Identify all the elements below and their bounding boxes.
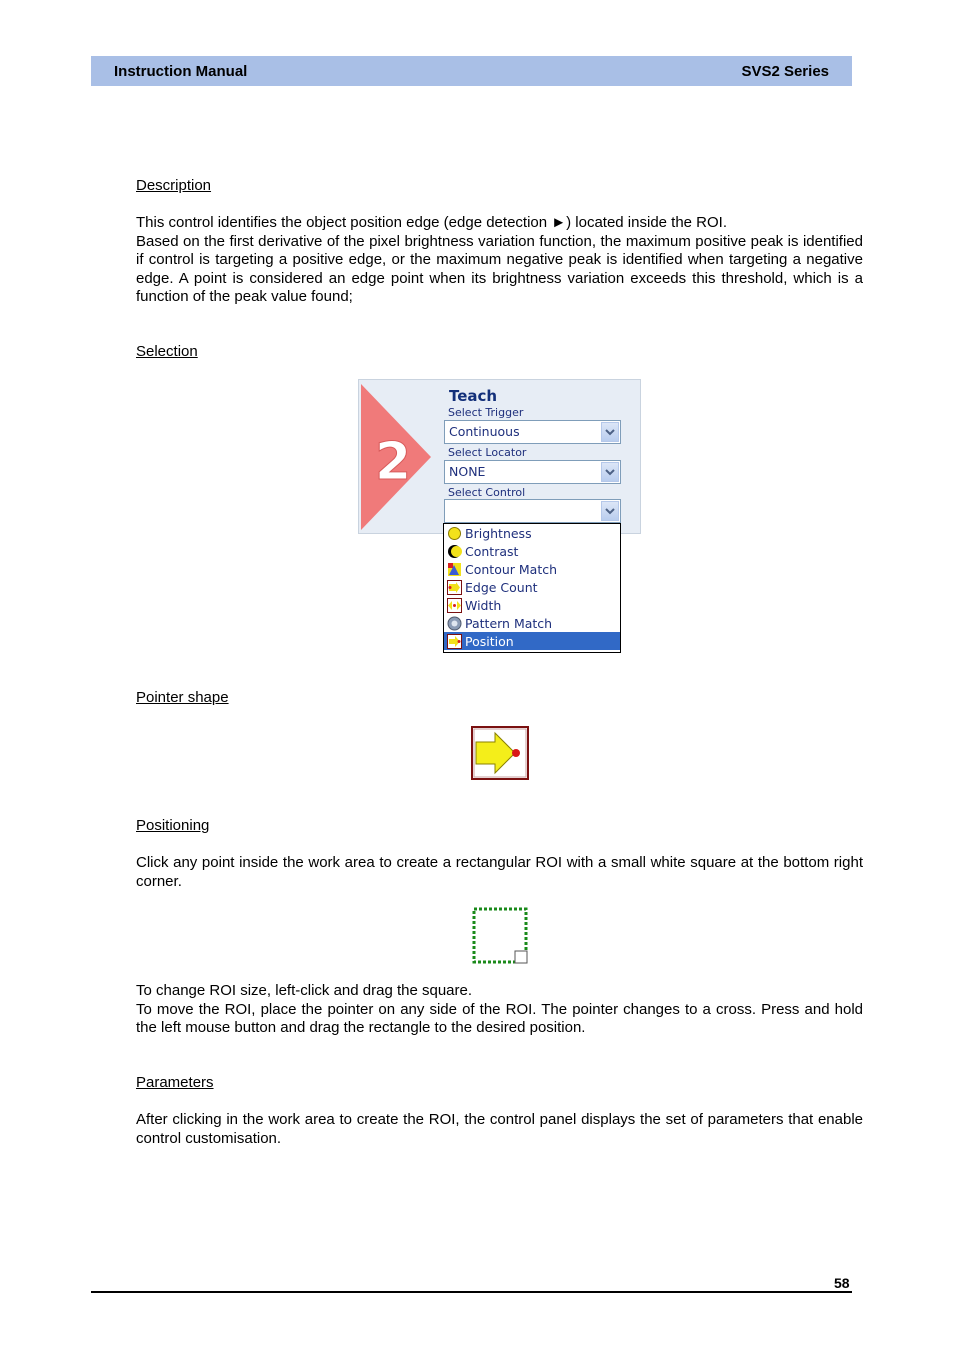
trigger-select-value: Continuous <box>449 424 520 439</box>
teach-panel <box>358 379 641 534</box>
trigger-select[interactable] <box>444 420 621 444</box>
locator-select[interactable] <box>444 460 621 484</box>
option-label: Contour Match <box>465 561 558 577</box>
option-pattern-match[interactable] <box>444 614 620 632</box>
chevron-down-icon[interactable] <box>601 422 619 442</box>
position-pointer-icon <box>471 726 529 780</box>
description-line-2: Based on the first derivative of the pixel brightness variation function, the maximum positive peak is identified if control is targeting a positive edge, or the maximum negative peak is identified when targeting a negative edge. A point is considered an edge point when its brightness variation exceeds this threshold, which is a function of the peak value found; <box>136 232 863 305</box>
option-label: Contrast <box>465 543 519 559</box>
chevron-down-icon[interactable] <box>601 501 619 521</box>
header-series: SVS2 Series <box>741 62 829 80</box>
page-number: 58 <box>834 1275 850 1291</box>
step-number: 2 <box>375 432 412 492</box>
description-body <box>136 214 863 307</box>
positioning-text-3: To move the ROI, place the pointer on any side of the ROI. The pointer changes to a cross. Press and hold the left mouse button and drag the rectangle to the desired position. <box>136 1000 863 1036</box>
brightness-icon <box>447 526 462 541</box>
roi-rectangle-icon <box>472 907 528 964</box>
footer-divider <box>91 1291 852 1293</box>
option-width[interactable] <box>444 596 620 614</box>
option-label: Brightness <box>465 525 532 541</box>
option-contrast[interactable] <box>444 542 620 560</box>
option-brightness[interactable] <box>444 524 620 542</box>
positioning-text-1: Click any point inside the work area to create a rectangular ROI with a small white square at the bottom right corner. <box>136 854 863 890</box>
control-dropdown-list <box>443 523 621 653</box>
parameters-heading: Parameters <box>136 1074 214 1091</box>
select-locator-label: Select Locator <box>448 446 527 459</box>
edge-count-icon <box>447 580 462 595</box>
position-icon <box>447 634 462 649</box>
positioning-heading: Positioning <box>136 817 210 834</box>
select-trigger-label: Select Trigger <box>448 406 524 419</box>
page-header <box>91 56 852 86</box>
option-label: Position <box>465 633 514 649</box>
select-control-label: Select Control <box>448 486 526 499</box>
pointer-shape-heading: Pointer shape <box>136 689 229 706</box>
contour-match-icon <box>447 562 462 577</box>
locator-select-value: NONE <box>449 464 486 479</box>
option-label: Width <box>465 597 502 613</box>
description-line-1: This control identifies the object position edge (edge detection ►) located inside the ROI. <box>136 214 728 231</box>
header-title: Instruction Manual <box>114 62 248 80</box>
option-position[interactable] <box>444 632 620 650</box>
pattern-match-icon <box>447 616 462 631</box>
option-edge-count[interactable] <box>444 578 620 596</box>
teach-title: Teach <box>449 387 498 405</box>
option-label: Pattern Match <box>465 615 553 631</box>
chevron-down-icon[interactable] <box>601 462 619 482</box>
positioning-text-2: To change ROI size, left-click and drag the square. <box>136 982 473 999</box>
description-heading: Description <box>136 177 212 194</box>
width-icon <box>447 598 462 613</box>
control-select[interactable] <box>444 499 621 523</box>
step-arrow-icon <box>361 384 441 530</box>
parameters-text: After clicking in the work area to create the ROI, the control panel displays the set of parameters that enable control customisation. <box>136 1111 863 1147</box>
contrast-icon <box>447 544 462 559</box>
option-label: Edge Count <box>465 579 538 595</box>
selection-heading: Selection <box>136 343 198 360</box>
option-contour-match[interactable] <box>444 560 620 578</box>
positioning-text-block <box>136 982 863 1038</box>
